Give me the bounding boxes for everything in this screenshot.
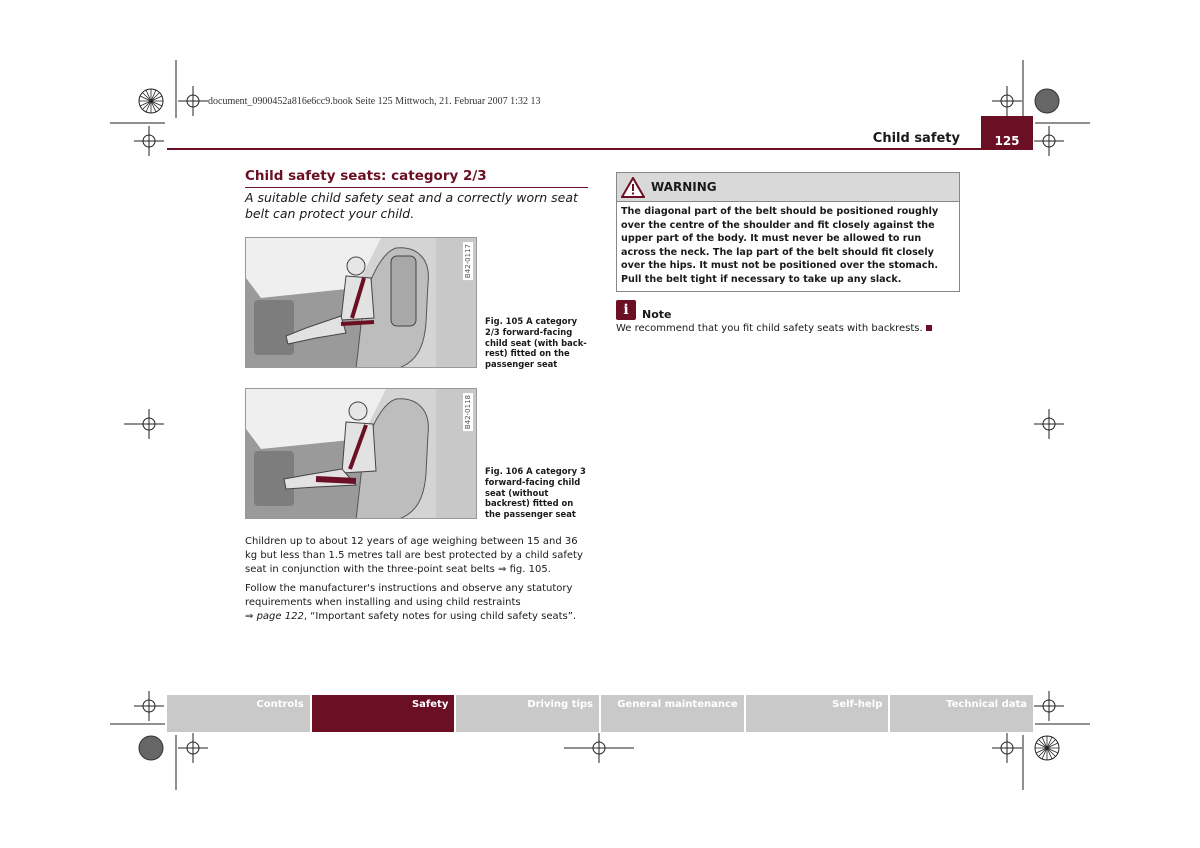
info-icon: i <box>616 300 636 320</box>
page-reference-link[interactable]: page 122 <box>256 610 304 622</box>
warning-box <box>616 172 960 292</box>
tab-self-help[interactable]: Self-help <box>746 695 889 732</box>
tab-driving-tips[interactable]: Driving tips <box>456 695 599 732</box>
tab-general-maintenance[interactable]: General maintenance <box>601 695 744 732</box>
page-title: Child safety <box>872 131 960 146</box>
tab-safety[interactable]: Safety <box>312 695 455 732</box>
warning-label: WARNING <box>651 180 717 194</box>
warning-header <box>617 173 959 202</box>
page-number: 125 <box>994 134 1020 148</box>
ref-arrow: ⇒ <box>245 610 254 622</box>
print-metadata: document_0900452a816e6cc9.book Seite 125 Mittwoch, 21. Februar 2007 1:32 13 <box>208 96 541 107</box>
section-title: Child safety seats: category 2/3 <box>245 168 588 188</box>
chapter-tabs <box>167 695 1033 732</box>
header-rule <box>167 148 1032 150</box>
figure-106-image <box>245 388 477 519</box>
section-lead: A suitable child safety seat and a correctly worn seat belt can protect your child. <box>245 190 578 221</box>
note-text-content: We recommend that you fit child safety seats with backrests. <box>616 323 923 334</box>
end-mark-icon <box>926 325 932 331</box>
page-number-badge <box>981 116 1033 150</box>
figure-105-image <box>245 237 477 368</box>
body-paragraph-2-end: , “Important safety notes for using child safety seats”. <box>303 610 577 622</box>
note-header <box>616 298 671 321</box>
tab-technical-data[interactable]: Technical data <box>890 695 1033 732</box>
body-paragraph-2-start: Follow the manufacturer's instructions and observe any statutory requirements when installing and using child restraints <box>245 583 573 609</box>
figure-code: B42-0117 <box>464 244 472 279</box>
body-text <box>245 535 590 630</box>
warning-triangle-icon <box>621 177 645 198</box>
figure-105-caption: Fig. 105 A category 2/3 forward-facing child seat (with back-rest) fitted on the passenger seat <box>485 316 587 370</box>
body-paragraph-2 <box>245 582 590 623</box>
note-label: Note <box>642 308 672 321</box>
figure-code: B42-0118 <box>464 395 472 430</box>
body-paragraph-1: Children up to about 12 years of age weighing between 15 and 36 kg but less than 1.5 metres tall are best protected by a child safety seat in conjunction with the three-point seat belts ⇒ fig. 105. <box>245 536 583 575</box>
tab-controls[interactable]: Controls <box>167 695 310 732</box>
note-text <box>616 323 976 334</box>
warning-text: The diagonal part of the belt should be positioned roughly over the centre of the shoulder and fit closely against the upper part of the body. It must never be allowed to run across the neck. The lap part of the belt should fit closely over the hips. It must not be positioned over the stomach. Pull the belt tight if necessary to take up any slack. <box>621 206 939 285</box>
figure-106-caption: Fig. 106 A category 3 forward-facing child seat (without backrest) fitted on the passenger seat <box>485 466 586 520</box>
